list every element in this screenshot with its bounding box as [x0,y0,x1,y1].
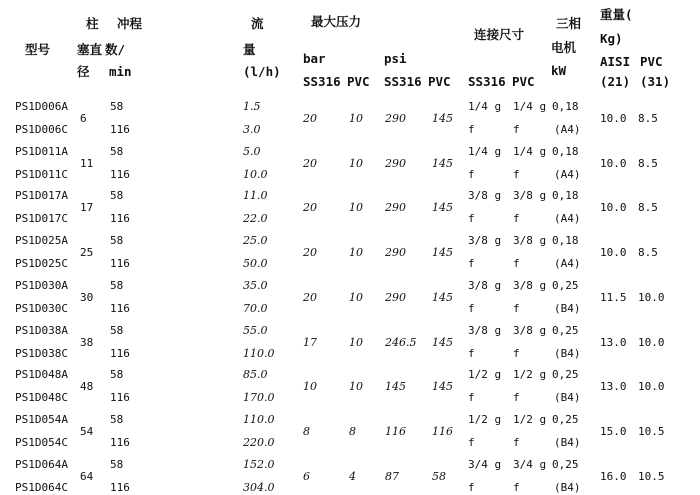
cell-stroke-c: 116 [110,436,130,449]
cell-stroke-c: 116 [110,123,130,136]
cell-w-aisi: 10.0 [600,246,627,259]
cell-model-a: PS1D054A [15,413,68,426]
cell-stroke-c: 116 [110,347,130,360]
cell-psi-ss: 145 [385,380,406,393]
cell-w-pvc: 10.0 [638,336,665,349]
cell-conn-ss: 3/8 g [468,324,502,337]
cell-stroke-a: 58 [110,234,124,247]
cell-motor-a: 0,25 [552,368,579,381]
cell-conn-ss: 1/4 g [468,100,502,113]
cell-bar-ss: 20 [303,246,317,259]
cell-bar-pvc: 10 [349,380,363,393]
cell-model-a: PS1D048A [15,368,68,381]
cell-model-c: PS1D017C [15,212,68,225]
header-weight-pvc: PVC [640,54,663,69]
cell-w-aisi: 10.0 [600,112,627,125]
cell-conn-ss: 3/8 g [468,234,502,247]
cell-bar-ss: 20 [303,201,317,214]
cell-w-pvc: 10.0 [638,291,665,304]
cell-psi-ss: 116 [385,425,406,438]
cell-psi-ss: 290 [385,112,406,125]
cell-conn-pvc: 1/4 g [513,100,547,113]
cell-conn-pvc: 1/4 g [513,145,547,158]
cell-diameter: 11 [80,157,94,170]
cell-conn-ss-b: f [468,212,475,225]
cell-psi-ss: 290 [385,246,406,259]
cell-conn-pvc-b: f [513,168,520,181]
cell-conn-ss: 3/8 g [468,189,502,202]
cell-model-c: PS1D048C [15,391,68,404]
cell-bar-pvc: 10 [349,246,363,259]
cell-conn-ss: 3/8 g [468,279,502,292]
cell-stroke-a: 58 [110,279,124,292]
cell-flow-c: 50.0 [243,257,268,270]
cell-motor-b: (A4) [554,212,581,225]
cell-conn-ss: 1/2 g [468,413,502,426]
cell-conn-ss: 1/4 g [468,145,502,158]
cell-model-c: PS1D025C [15,257,68,270]
cell-psi-pvc: 145 [432,157,453,170]
cell-model-c: PS1D011C [15,168,68,181]
cell-motor-b: (A4) [554,257,581,270]
cell-bar-pvc: 4 [349,470,356,483]
cell-model-a: PS1D064A [15,458,68,471]
cell-stroke-a: 58 [110,324,124,337]
cell-w-aisi: 15.0 [600,425,627,438]
cell-motor-b: (B4) [554,391,581,404]
cell-flow-c: 3.0 [243,123,261,136]
header-stroke-line1: 冲程 [117,16,143,31]
cell-stroke-a: 58 [110,145,124,158]
cell-conn-ss-b: f [468,391,475,404]
cell-stroke-a: 58 [110,100,124,113]
header-bar: bar [303,51,326,66]
header-connection: 连接尺寸 [474,27,525,42]
cell-conn-ss-b: f [468,123,475,136]
cell-model-a: PS1D030A [15,279,68,292]
cell-bar-ss: 20 [303,291,317,304]
cell-conn-pvc-b: f [513,257,520,270]
cell-motor-a: 0,18 [552,234,579,247]
cell-stroke-c: 116 [110,391,130,404]
header-psi: psi [384,51,407,66]
cell-diameter: 25 [80,246,94,259]
header-flow-line3: (l/h) [243,64,281,79]
cell-model-a: PS1D017A [15,189,68,202]
cell-diameter: 17 [80,201,94,214]
cell-stroke-a: 58 [110,368,124,381]
cell-bar-pvc: 10 [349,336,363,349]
header-stroke-line2: 数/ [105,42,126,57]
cell-flow-c: 70.0 [243,302,268,315]
cell-bar-ss: 20 [303,112,317,125]
header-conn-pvc: PVC [512,74,535,89]
cell-psi-ss: 246.5 [385,336,417,349]
cell-conn-pvc-b: f [513,347,520,360]
cell-w-pvc: 8.5 [638,157,658,170]
cell-bar-ss: 6 [303,470,310,483]
cell-conn-pvc: 3/4 g [513,458,547,471]
cell-bar-ss: 17 [303,336,317,349]
cell-psi-ss: 290 [385,291,406,304]
header-bar-pvc: PVC [347,74,370,89]
cell-diameter: 64 [80,470,94,483]
cell-model-c: PS1D030C [15,302,68,315]
cell-model-a: PS1D011A [15,145,68,158]
cell-motor-a: 0,18 [552,145,579,158]
cell-psi-pvc: 145 [432,380,453,393]
cell-stroke-c: 116 [110,302,130,315]
cell-stroke-a: 58 [110,189,124,202]
cell-diameter: 54 [80,425,94,438]
header-weight-aisi: AISI [600,54,631,69]
header-diameter-line1: 柱 [86,16,99,31]
header-max-pressure: 最大压力 [311,14,362,29]
cell-motor-a: 0,18 [552,100,579,113]
cell-psi-pvc: 145 [432,336,453,349]
cell-conn-pvc-b: f [513,391,520,404]
cell-bar-pvc: 10 [349,112,363,125]
header-weight-line2: Kg) [600,31,623,46]
cell-bar-pvc: 10 [349,157,363,170]
cell-model-a: PS1D025A [15,234,68,247]
header-stroke-line3: min [109,64,132,79]
cell-model-c: PS1D054C [15,436,68,449]
cell-motor-b: (B4) [554,347,581,360]
cell-w-aisi: 13.0 [600,380,627,393]
cell-w-pvc: 10.0 [638,380,665,393]
cell-flow-c: 110.0 [243,347,275,360]
cell-bar-ss: 10 [303,380,317,393]
cell-motor-b: (B4) [554,481,581,494]
cell-flow-c: 170.0 [243,391,275,404]
cell-conn-ss-b: f [468,302,475,315]
cell-stroke-a: 58 [110,458,124,471]
cell-flow-a: 5.0 [243,145,261,158]
cell-stroke-c: 116 [110,212,130,225]
cell-psi-ss: 290 [385,157,406,170]
cell-w-pvc: 8.5 [638,246,658,259]
header-diameter-line2: 塞直 [77,42,103,57]
header-bar-ss316: SS316 [303,74,341,89]
cell-psi-pvc: 145 [432,291,453,304]
cell-diameter: 38 [80,336,94,349]
cell-stroke-a: 58 [110,413,124,426]
cell-diameter: 30 [80,291,94,304]
header-flow-line1: 流 [251,16,264,31]
cell-w-aisi: 13.0 [600,336,627,349]
cell-bar-pvc: 10 [349,291,363,304]
cell-w-pvc: 8.5 [638,201,658,214]
header-weight-pvc-code: (31) [640,74,671,89]
cell-flow-a: 85.0 [243,368,268,381]
cell-conn-pvc: 1/2 g [513,413,547,426]
cell-motor-b: (A4) [554,168,581,181]
cell-conn-pvc-b: f [513,123,520,136]
cell-flow-a: 35.0 [243,279,268,292]
cell-conn-pvc-b: f [513,212,520,225]
cell-model-a: PS1D038A [15,324,68,337]
header-motor-line2: 电机 [551,40,577,55]
header-flow-line2: 量 [243,42,256,57]
cell-w-aisi: 10.0 [600,201,627,214]
cell-bar-pvc: 8 [349,425,356,438]
cell-motor-a: 0,25 [552,279,579,292]
cell-flow-c: 22.0 [243,212,268,225]
cell-conn-pvc: 3/8 g [513,279,547,292]
cell-conn-pvc: 1/2 g [513,368,547,381]
cell-conn-pvc: 3/8 g [513,189,547,202]
cell-conn-pvc-b: f [513,302,520,315]
cell-psi-ss: 290 [385,201,406,214]
cell-stroke-c: 116 [110,257,130,270]
cell-motor-a: 0,25 [552,324,579,337]
header-diameter-line3: 径 [77,64,90,79]
cell-flow-c: 304.0 [243,481,275,494]
header-weight-aisi-code: (21) [600,74,631,89]
cell-motor-a: 0,25 [552,413,579,426]
cell-w-pvc: 10.5 [638,470,665,483]
cell-conn-pvc-b: f [513,481,520,494]
cell-w-aisi: 16.0 [600,470,627,483]
cell-conn-ss-b: f [468,257,475,270]
cell-model-c: PS1D064C [15,481,68,494]
cell-psi-pvc: 145 [432,112,453,125]
cell-model-c: PS1D038C [15,347,68,360]
cell-w-aisi: 11.5 [600,291,627,304]
cell-w-pvc: 10.5 [638,425,665,438]
cell-motor-b: (A4) [554,123,581,136]
cell-psi-pvc: 58 [432,470,446,483]
cell-flow-a: 152.0 [243,458,275,471]
cell-conn-ss-b: f [468,436,475,449]
cell-conn-pvc: 3/8 g [513,324,547,337]
cell-conn-ss-b: f [468,347,475,360]
header-conn-ss316: SS316 [468,74,506,89]
cell-psi-pvc: 145 [432,246,453,259]
cell-psi-pvc: 145 [432,201,453,214]
cell-w-pvc: 8.5 [638,112,658,125]
header-psi-pvc: PVC [428,74,451,89]
header-weight-line1: 重量( [600,7,633,22]
cell-stroke-c: 116 [110,168,130,181]
cell-conn-pvc-b: f [513,436,520,449]
cell-diameter: 6 [80,112,87,125]
cell-conn-ss-b: f [468,481,475,494]
cell-conn-pvc: 3/8 g [513,234,547,247]
header-motor-line1: 三相 [556,16,582,31]
cell-bar-ss: 20 [303,157,317,170]
cell-motor-a: 0,18 [552,189,579,202]
header-psi-ss316: SS316 [384,74,422,89]
cell-model-c: PS1D006C [15,123,68,136]
cell-conn-ss: 1/2 g [468,368,502,381]
cell-flow-c: 10.0 [243,168,268,181]
cell-conn-ss-b: f [468,168,475,181]
cell-flow-a: 11.0 [243,189,268,202]
cell-motor-b: (B4) [554,436,581,449]
cell-conn-ss: 3/4 g [468,458,502,471]
cell-psi-pvc: 116 [432,425,453,438]
cell-bar-pvc: 10 [349,201,363,214]
cell-diameter: 48 [80,380,94,393]
cell-flow-a: 110.0 [243,413,275,426]
cell-motor-a: 0,25 [552,458,579,471]
header-model: 型号 [25,42,51,57]
cell-model-a: PS1D006A [15,100,68,113]
cell-flow-a: 55.0 [243,324,268,337]
cell-flow-c: 220.0 [243,436,275,449]
header-motor-line3: kW [551,63,567,78]
cell-bar-ss: 8 [303,425,310,438]
cell-motor-b: (B4) [554,302,581,315]
cell-psi-ss: 87 [385,470,399,483]
cell-flow-a: 1.5 [243,100,261,113]
cell-stroke-c: 116 [110,481,130,494]
cell-flow-a: 25.0 [243,234,268,247]
cell-w-aisi: 10.0 [600,157,627,170]
